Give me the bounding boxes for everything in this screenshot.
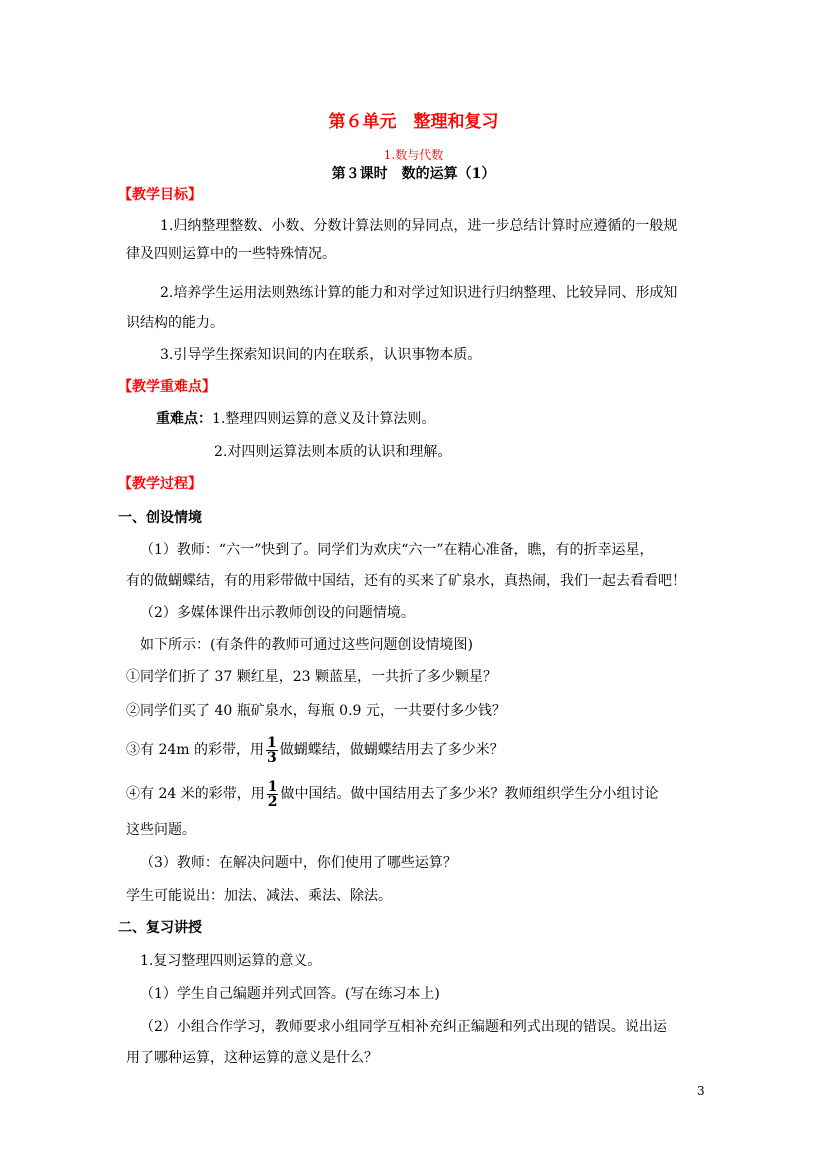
goal-2-line-1: 2.培养学生运用法则熟练计算的能力和对学过知识进行归纳整理、比较异同、形成知 — [160, 285, 678, 301]
section-1-title: 一、创设情境 — [118, 510, 202, 526]
key-point-2: 2.对四则运算法则本质的认识和理解。 — [214, 444, 452, 460]
scenario-line-4: 如下所示：(有条件的教师可通过这些问题创设情境图) — [140, 637, 473, 653]
key-point-1: 1.整理四则运算的意义及计算法则。 — [212, 411, 436, 427]
key-points-heading: 【教学重难点】 — [118, 379, 216, 395]
question-3 — [126, 735, 504, 765]
question-4-post: 做中国结。做中国结用去了多少米？教师组织学生分小组讨论 — [280, 786, 659, 802]
review-line-2: （1）学生自己编题并列式回答。(写在练习本上) — [140, 986, 440, 1002]
fraction-numerator: 1 — [267, 734, 277, 751]
question-1: ①同学们折了 37 颗红星，23 颗蓝星，一共折了多少颗星？ — [126, 669, 497, 685]
fraction-denominator: 3 — [267, 749, 277, 766]
review-line-1: 1.复习整理四则运算的意义。 — [140, 953, 322, 969]
fraction-numerator: 1 — [267, 778, 278, 795]
section-2-title: 二、复习讲授 — [118, 920, 202, 936]
goals-heading: 【教学目标】 — [118, 187, 202, 203]
goal-1-line-2: 律及四则运算中的一些特殊情况。 — [126, 246, 336, 262]
question-2: ②同学们买了 40 瓶矿泉水，每瓶 0.9 元，一共要付多少钱？ — [126, 703, 506, 719]
page-number: 3 — [697, 1084, 705, 1098]
scenario-line-6: 学生可能说出：加法、减法、乘法、除法。 — [126, 888, 392, 904]
fraction-one-half — [267, 780, 279, 809]
question-3-pre: ③有 24m 的彩带，用 — [126, 742, 264, 758]
scenario-line-3: （2）多媒体课件出示教师创设的问题情境。 — [140, 605, 415, 621]
fraction-denominator: 2 — [267, 793, 278, 810]
question-4-line-2: 这些问题。 — [126, 822, 196, 838]
question-4-pre: ④有 24 米的彩带，用 — [126, 786, 265, 802]
goal-2-line-2: 识结构的能力。 — [126, 315, 224, 331]
question-3-post: 做蝴蝶结，做蝴蝶结用去了多少米？ — [279, 742, 504, 758]
goal-3: 3.引导学生探索知识间的内在联系，认识事物本质。 — [160, 347, 482, 363]
key-points-label: 重难点： — [156, 411, 212, 427]
process-heading: 【教学过程】 — [118, 476, 202, 492]
scenario-line-5: （3）教师：在解决问题中，你们使用了哪些运算？ — [140, 855, 457, 871]
review-line-3: （2）小组合作学习，教师要求小组同学互相补充纠正编题和列式出现的错误。说出运 — [140, 1019, 667, 1035]
scenario-line-2: 有的做蝴蝶结，有的用彩带做中国结，还有的买来了矿泉水，真热闹，我们一起去看看吧！ — [126, 573, 686, 589]
review-line-4: 用了哪种运算，这种运算的意义是什么？ — [126, 1050, 378, 1066]
key-points-line-1 — [156, 409, 435, 429]
goal-1-line-1: 1.归纳整理整数、小数、分数计算法则的异同点，进一步总结计算时应遵循的一般规 — [160, 218, 678, 234]
section-title: 1.数与代数 — [383, 148, 444, 162]
question-4-line-1 — [126, 779, 658, 809]
scenario-line-1: （1）教师：“六一”快到了。同学们为欢庆“六一”在精心准备，瞧，有的折幸运星， — [140, 542, 654, 558]
unit-title: 第６单元 整理和复习 — [328, 112, 499, 132]
lesson-title: 第３课时 数的运算（1） — [331, 166, 496, 182]
fraction-one-third — [266, 736, 278, 765]
